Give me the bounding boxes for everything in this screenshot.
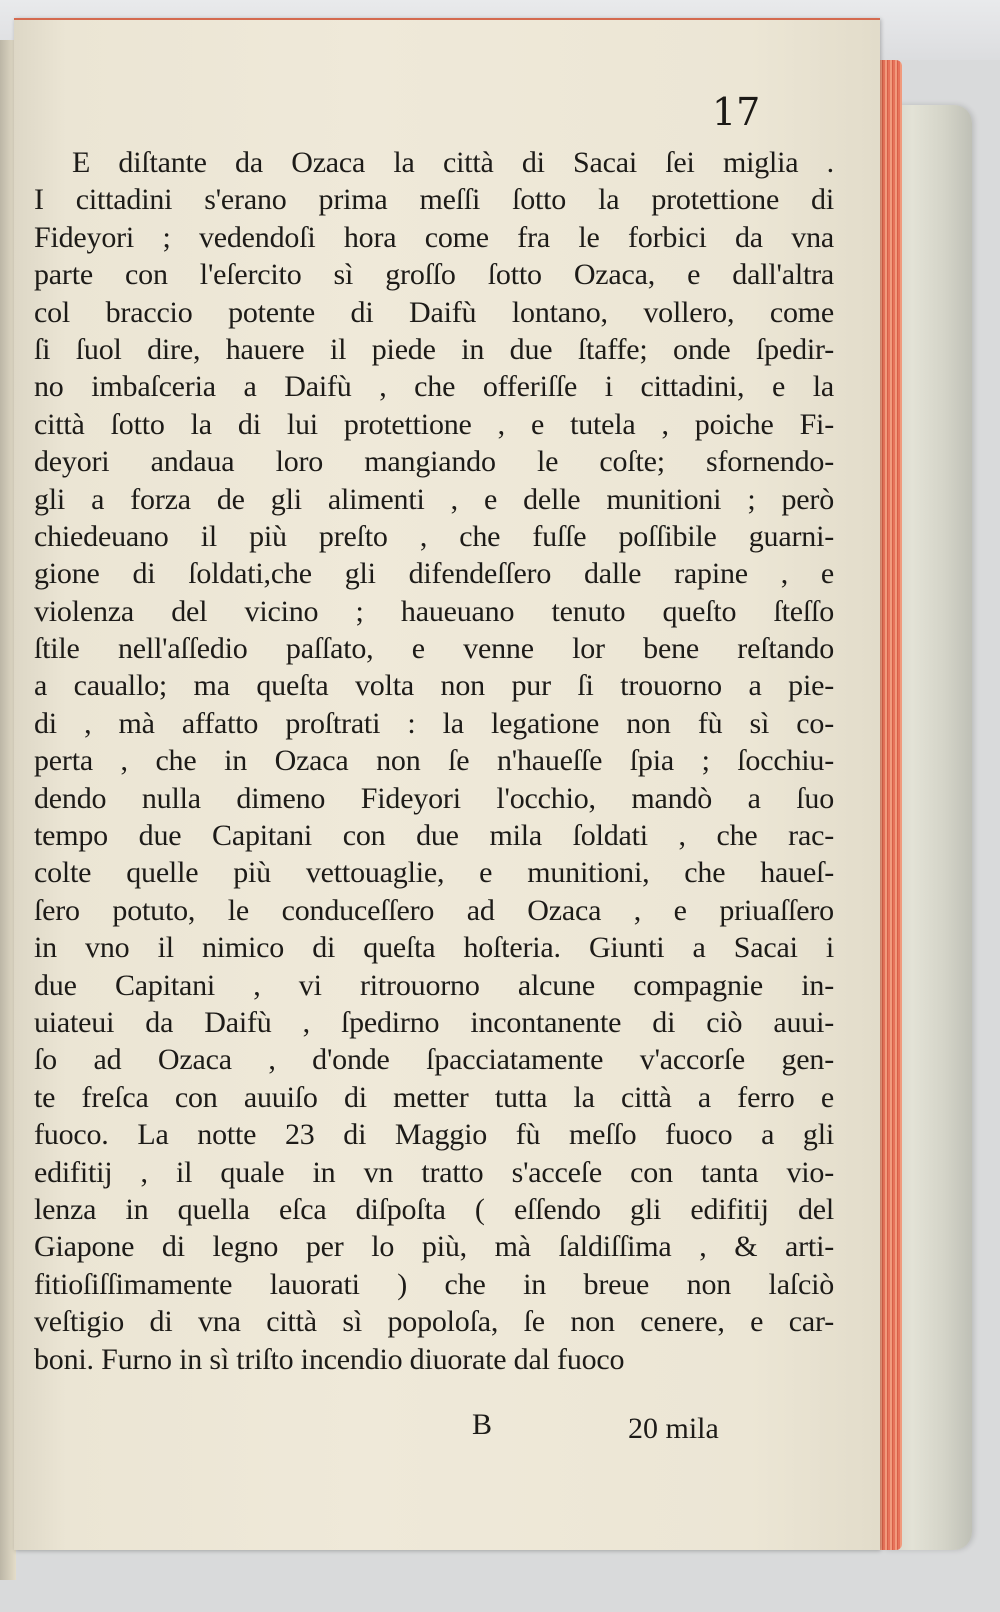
text-line: a cauallo; ma queſta volta non pur ſi trouorno a pie- — [34, 669, 834, 703]
text-line: città ſotto la di lui protettione , e tutela , poiche Fi- — [34, 407, 834, 441]
text-line: no imbaſceria a Daifù , che offeriſſe i cittadini, e la — [34, 370, 834, 404]
signature-mark: B — [472, 1408, 493, 1441]
text-line: gione di ſoldati,che gli difendeſſero dalle rapine , e — [34, 557, 834, 591]
text-line: ſtile nell'aſſedio paſſato, e venne lor bene reſtando — [34, 632, 834, 666]
text-line: gli a forza de gli alimenti , e delle munitioni ; però — [34, 482, 834, 516]
text-line: in vno il nimico di queſta hoſteria. Giunti a Sacai i — [34, 931, 834, 965]
text-line: fuoco. La notte 23 di Maggio fù meſſo fuoco a gli — [34, 1118, 834, 1152]
text-line: uiateui da Daifù , ſpedirno incontanente di ciò auui- — [34, 1005, 834, 1039]
text-line: di , mà affatto proſtrati : la legatione non fù sì co- — [34, 706, 834, 740]
text-line: Giapone di legno per lo più, mà ſaldiſſima , & arti- — [34, 1230, 834, 1264]
text-line: Fideyori ; vedendoſi hora come fra le forbici da vna — [34, 220, 834, 254]
text-line: parte con l'eſercito sì groſſo ſotto Ozaca, e dall'altra — [34, 258, 834, 292]
text-line: veſtigio di vna città sì popoloſa, ſe non cenere, e car- — [34, 1305, 834, 1339]
text-line: ſo ad Ozaca , d'onde ſpacciatamente v'accorſe gen- — [34, 1043, 834, 1077]
text-line: dendo nulla dimeno Fideyori l'occhio, mandò a ſuo — [34, 781, 834, 815]
text-line: lenza in quella eſca diſpoſta ( eſſendo gli edifitij del — [34, 1192, 834, 1226]
text-line: perta , che in Ozaca non ſe n'haueſſe ſpia ; ſocchiu- — [34, 744, 834, 778]
text-line: fitioſiſſimamente lauorati ) che in breue non laſciò — [34, 1267, 834, 1301]
text-line: edifitij , il quale in vn tratto s'acceſe con tanta vio- — [34, 1155, 834, 1189]
text-line: boni. Furno in sì triſto incendio diuorate dal fuoco — [34, 1342, 625, 1376]
text-line: ſero potuto, le conduceſſero ad Ozaca , e priuaſſero — [34, 893, 834, 927]
text-line: I cittadini s'erano prima meſſi ſotto la protettione di — [34, 183, 834, 217]
text-line: colte quelle più vettouaglie, e munitioni, che haueſ- — [34, 856, 834, 890]
text-line: te freſca con auuiſo di metter tutta la città a ferro e — [34, 1080, 834, 1114]
text-line: due Capitani , vi ritrouorno alcune compagnie in- — [34, 968, 834, 1002]
text-line: deyori andaua loro mangiando le coſte; sfornendo- — [34, 445, 834, 479]
page-number: 17 — [712, 90, 761, 134]
text-line: tempo due Capitani con due mila ſoldati , che rac- — [34, 819, 834, 853]
text-line: chiedeuano il più preſto , che fuſſe poſſibile guarni- — [34, 519, 834, 553]
book-page — [14, 18, 880, 1550]
text-line: col braccio potente di Daifù lontano, vollero, come — [34, 295, 834, 329]
page-body-text — [34, 144, 834, 1378]
text-line: violenza del vicino ; haueuano tenuto queſto ſteſſo — [34, 594, 834, 628]
text-line: ſi ſuol dire, hauere il piede in due ſtaffe; onde ſpedir- — [34, 332, 834, 366]
text-line: E diſtante da Ozaca la città di Sacai ſei miglia . — [72, 146, 834, 179]
catchword: 20 mila — [628, 1412, 719, 1445]
